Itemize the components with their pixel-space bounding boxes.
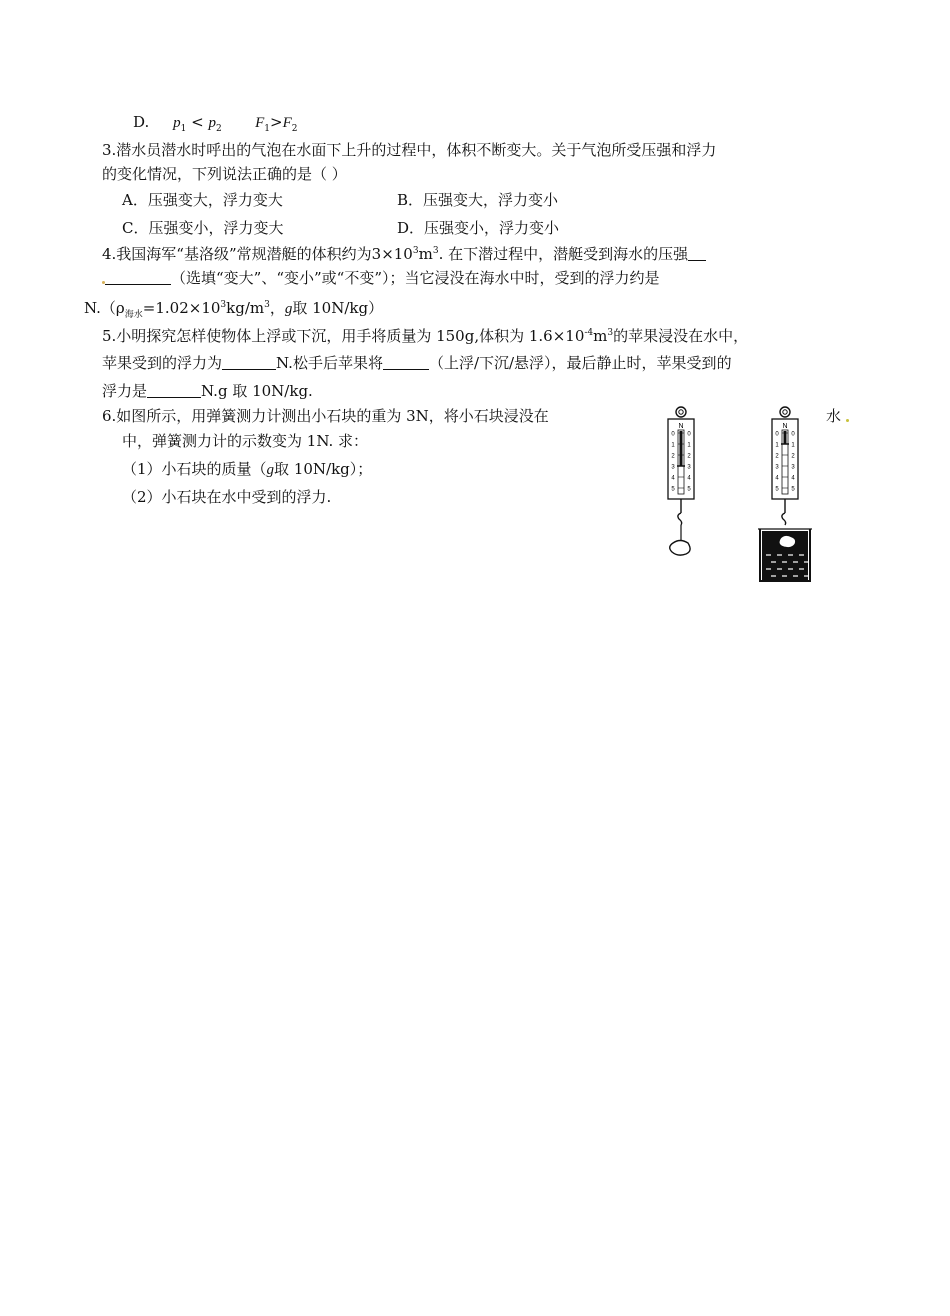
q4-text: ， (269, 299, 285, 317)
left-scale-tick-label-right: 0 (687, 431, 691, 438)
q6-line-1a: 6.如图所示，用弹簧测力计测出小石块的重为 3N，将小石块浸没在 (102, 407, 549, 425)
q4-text: 4.我国海军“基洛级”常规潜艇的体积约为3×10 (102, 245, 413, 263)
right-scale-tick-label-right: 0 (791, 431, 795, 438)
f-symbol: F (282, 115, 292, 131)
q3-line-2: 的变化情况，下列说法正确的是（ ） (102, 165, 347, 183)
answer-blank[interactable] (105, 270, 171, 285)
right-scale-hook (782, 513, 786, 525)
left-scale-tick-label-left: 2 (671, 453, 675, 460)
exponent: 3 (220, 300, 227, 310)
q4-text: 取 10N/kg） (292, 299, 384, 317)
spring-scale-diagram (660, 405, 820, 585)
left-scale-tick-label-right: 2 (687, 453, 691, 460)
gt-sign: > (270, 113, 283, 131)
left-scale-tick-label-right: 3 (687, 464, 691, 471)
spring-scale-figure (660, 405, 820, 589)
q5-text: N.g 取 10N/kg. (201, 382, 313, 400)
left-scale-tick-label-left: 5 (671, 486, 675, 493)
left-scale-unit-label: N (678, 423, 684, 430)
q5-line-1 (102, 325, 748, 347)
f-sub: 1 (264, 124, 271, 134)
left-scale-ring (676, 407, 686, 417)
p-symbol: p (208, 115, 216, 131)
option-label: D. (133, 113, 150, 131)
q3-option-a: A．压强变大，浮力变大 (122, 191, 283, 209)
f-symbol: F (255, 115, 265, 131)
q4-text: . 在下潜过程中，潜艇受到海水的压强 (438, 245, 689, 263)
q6-line-2: 中，弹簧测力计的示数变为 1N. 求： (122, 432, 369, 450)
right-scale-tick-label-left: 5 (775, 486, 779, 493)
exponent: 3 (607, 328, 614, 338)
left-scale-hook (678, 513, 682, 525)
answer-blank[interactable] (222, 355, 276, 370)
q5-text: （上浮/下沉/悬浮），最后静止时，苹果受到的 (428, 354, 732, 372)
exponent: -4 (584, 328, 594, 338)
right-scale-tick-label-left: 3 (775, 464, 779, 471)
unit: kg/m (226, 299, 265, 317)
left-scale-tick-label-right: 4 (687, 475, 691, 482)
q6-text: 取 10N/kg）； (274, 460, 373, 478)
exponent: 3 (432, 246, 439, 256)
g-symbol: g (266, 462, 275, 478)
right-scale-tick-label-right: 3 (791, 464, 795, 471)
left-scale-tick-label-left: 0 (671, 431, 675, 438)
left-scale-tick-label-right: 5 (687, 486, 691, 493)
lt-sign: < (191, 113, 204, 131)
q3-option-b: B．压强变大，浮力变小 (397, 191, 559, 209)
submerged-stone (779, 535, 795, 547)
q5-line-3 (102, 380, 313, 402)
right-scale-tick-label-left: 4 (775, 475, 779, 482)
right-scale-tick-label-left: 0 (775, 431, 779, 438)
unit: m (593, 327, 608, 345)
answer-blank[interactable] (147, 383, 201, 398)
p-sub: 2 (215, 124, 222, 134)
q4-text: =1.02×10 (142, 299, 221, 317)
q6-line-3 (122, 458, 372, 481)
q5-text: 5.小明探究怎样使物体上浮或下沉，用手将质量为 150g,体积为 1.6×10 (102, 327, 585, 345)
q4-line-1 (102, 243, 706, 265)
unit: m (418, 245, 433, 263)
q6-text: 水 (826, 407, 842, 425)
right-scale-tick-label-right: 5 (791, 486, 795, 493)
right-scale-tick-label-left: 1 (775, 442, 779, 449)
q4-text: N.（ρ (84, 299, 125, 317)
q2-option-d (133, 111, 298, 134)
left-scale-ring-inner (679, 410, 683, 414)
q4-text: （选填“变大”、“变小”或“不变”）；当它浸没在海水中时，受到的浮力约是 (171, 269, 660, 287)
q3-option-d: D．压强变小，浮力变小 (397, 219, 560, 237)
stone (670, 541, 690, 556)
p-sub: 1 (180, 124, 187, 134)
g-symbol: g (284, 301, 293, 317)
q6-line-4: （2）小石块在水中受到的浮力. (122, 488, 332, 506)
right-scale-tick-label-right: 1 (791, 442, 795, 449)
right-scale-spring (784, 431, 787, 444)
right-scale-tick-label-right: 2 (791, 453, 795, 460)
q4-line-3 (84, 297, 383, 320)
left-scale-tick-label-left: 1 (671, 442, 675, 449)
answer-blank[interactable] (688, 246, 706, 261)
q4-line-2 (102, 267, 660, 289)
rho-sub: 海水 (124, 310, 143, 320)
left-scale-spring (680, 431, 683, 466)
q3-line-1: 3.潜水员潜水时呼出的气泡在水面下上升的过程中，体积不断变大。关于气泡所受压强和浮力 (102, 141, 717, 159)
left-scale-tick-label-left: 3 (671, 464, 675, 471)
right-scale-unit-label: N (782, 423, 788, 430)
left-scale-tick-label-right: 1 (687, 442, 691, 449)
answer-blank[interactable] (383, 355, 429, 370)
p-symbol: p (173, 115, 181, 131)
q5-text: 的苹果浸没在水中， (613, 327, 749, 345)
q5-text: 浮力是 (102, 382, 148, 400)
q6-text: （1）小石块的质量（ (122, 460, 267, 478)
right-scale-ring-inner (783, 410, 787, 414)
exponent: 3 (264, 300, 270, 310)
exponent: 3 (412, 246, 419, 256)
q5-text: N.松手后苹果将 (276, 354, 383, 372)
q6-line-1b (826, 405, 849, 427)
f-sub: 2 (291, 124, 298, 134)
marker-dot (846, 419, 849, 422)
q3-option-c: C．压强变小，浮力变大 (122, 219, 284, 237)
q5-line-2 (102, 352, 732, 374)
right-scale-tick-label-left: 2 (775, 453, 779, 460)
right-scale-tick-label-right: 4 (791, 475, 795, 482)
right-scale-ring (780, 407, 790, 417)
q5-text: 苹果受到的浮力为 (102, 354, 223, 372)
left-scale-tick-label-left: 4 (671, 475, 675, 482)
